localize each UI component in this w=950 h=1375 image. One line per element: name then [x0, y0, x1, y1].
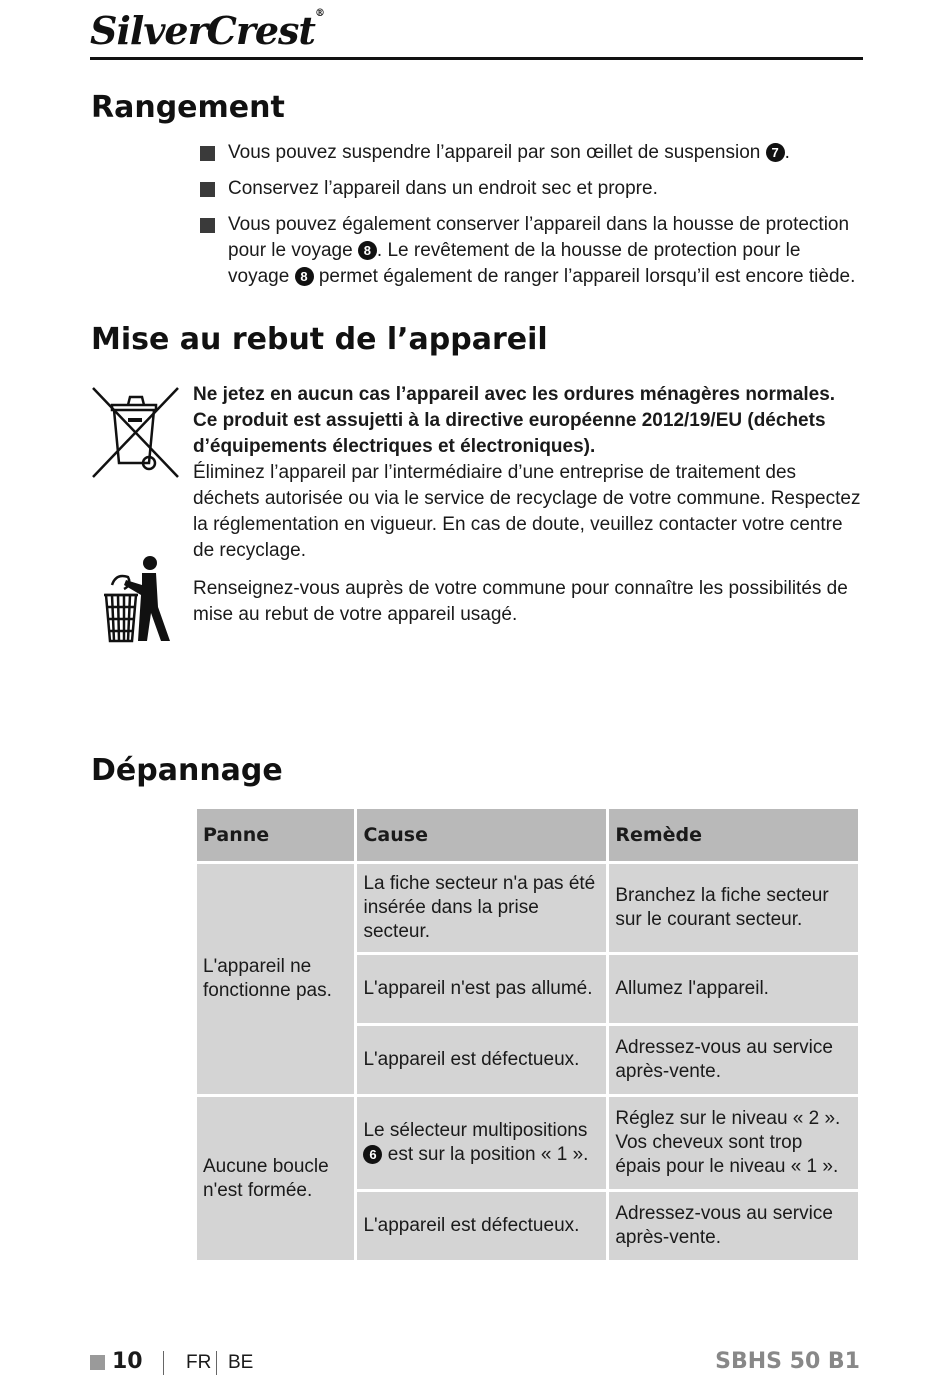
list-item: Vous pouvez également conserver l’appareil dans la housse de protection pour le voyage 8 . Le revêtement de la housse de protection pour le voyage 8 permet également de ranger l’appareil lorsqu’il est encore tiède. — [200, 212, 860, 290]
list-item: Conservez l’appareil dans un endroit sec et propre. — [200, 176, 860, 202]
panne-cell: Aucune boucle n'est formée. — [196, 1096, 356, 1262]
crossed-bin-icon — [90, 385, 182, 480]
weee-notice — [193, 382, 863, 564]
remede-cell: Réglez sur le niveau « 2 ». Vos cheveux sont trop épais pour le niveau « 1 ». — [608, 1096, 860, 1191]
weee-warning: Ne jetez en aucun cas l’appareil avec les ordures ménagères normales. Ce produit est assujetti à la directive européenne 2012/19/EU (déchets d’équipements électriques et électroniques). — [193, 384, 836, 457]
ref-number-badge: 7 — [766, 143, 785, 162]
bin-notice: Renseignez-vous auprès de votre commune pour connaître les possibilités de mise au rebut de votre appareil usagé. — [193, 578, 848, 625]
ref-number-badge: 6 — [363, 1145, 382, 1164]
cause-cell: L'appareil est défectueux. — [356, 1191, 608, 1262]
troubleshooting-table — [194, 806, 861, 1263]
column-header-panne: Panne — [196, 808, 356, 863]
storage-list — [200, 140, 860, 300]
bullet-square-icon — [200, 182, 215, 197]
cause-cell: L'appareil est défectueux. — [356, 1025, 608, 1096]
table-row — [196, 863, 860, 954]
weee-instructions: Éliminez l’appareil par l’intermédiaire d’une entreprise de traitement des déchets autorisée ou via le service de recyclage de votre commune. Respectez la réglementation en vigueur. En cas de doute, veuillez contacter votre centre de recyclage. — [193, 462, 861, 561]
tidy-man-icon — [98, 555, 176, 645]
list-item: Vous pouvez suspendre l’appareil par son œillet de suspension 7 . — [200, 140, 860, 166]
remede-cell: Adressez-vous au service après-vente. — [608, 1191, 860, 1262]
bullet-square-icon — [200, 218, 215, 233]
ref-number-badge: 8 — [358, 241, 377, 260]
cause-cell: L'appareil n'est pas allumé. — [356, 954, 608, 1025]
footer-square-icon — [90, 1355, 105, 1370]
cause-cell: La fiche secteur n'a pas été insérée dans la prise secteur. — [356, 863, 608, 954]
cause-cell: Le sélecteur multipositions 6 est sur la position « 1 ». — [356, 1096, 608, 1191]
footer-language-be: BE — [228, 1352, 254, 1373]
footer-divider — [163, 1351, 164, 1375]
header-rule — [90, 57, 863, 60]
remede-cell: Allumez l'appareil. — [608, 954, 860, 1025]
brand-logo: SilverCrest® — [90, 8, 324, 53]
model-number: SBHS 50 B1 — [715, 1349, 860, 1374]
disposal-title: Mise au rebut de l’appareil — [91, 322, 548, 357]
table-row — [196, 1096, 860, 1191]
ref-number-badge: 8 — [295, 267, 314, 286]
remede-cell: Branchez la fiche secteur sur le courant secteur. — [608, 863, 860, 954]
column-header-cause: Cause — [356, 808, 608, 863]
bullet-square-icon — [200, 146, 215, 161]
column-header-remede: Remède — [608, 808, 860, 863]
troubleshooting-title: Dépannage — [91, 753, 283, 788]
panne-cell: L'appareil ne fonctionne pas. — [196, 863, 356, 1096]
page-number: 10 — [112, 1349, 143, 1374]
storage-title: Rangement — [91, 90, 285, 125]
footer-language-fr: FR — [186, 1352, 212, 1373]
table-header-row — [196, 808, 860, 863]
footer-divider — [216, 1351, 217, 1375]
remede-cell: Adressez-vous au service après-vente. — [608, 1025, 860, 1096]
